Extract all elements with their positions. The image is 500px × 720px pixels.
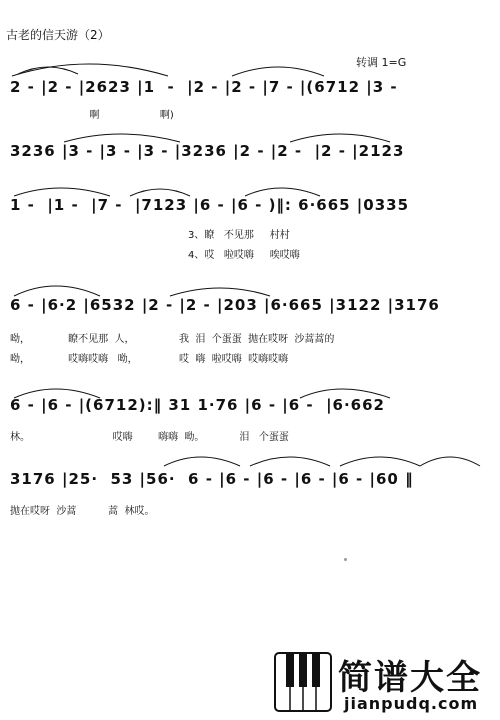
notes-row-1: 2 - |2 - |2623 |1 - |2 - |2 - |7 - |(6712 |3 - [10,78,398,96]
lyrics-row-6-line-1: 抛在哎呀 沙蒿 蒿 林哎。 [10,506,155,517]
site-logo [274,650,498,716]
slur-row6 [160,446,490,470]
stray-mark [344,558,347,561]
lyrics-row-1-line-1: 啊 啊) [10,110,174,121]
lyrics-row-5-line-1: 林。 哎嗨 嗨嗨 呦。 泪 个蛋蛋 [10,432,289,443]
notes-row-4: 6 - |6·2 |6532 |2 - |2 - |203 |6·665 |3122 |3176 [10,296,440,314]
slur-row1b [228,58,328,80]
lyrics-row-3-line-1: 3、瞭 不见那 村村 [10,230,290,241]
lyrics-row-3-line-2: 4、哎 啦哎嗨 唉哎嗨 [10,250,300,261]
notes-row-6: 3176 |25· 53 |56· 6 - |6 - |6 - |6 - |6 - |60 ‖ [10,470,414,488]
notes-row-3: 1 - |1 - |7 - |7123 |6 - |6 - )‖: 6·665 |0335 [10,196,410,214]
score-title: 古老的信天游（2） [6,28,110,42]
piano-keys-icon [274,652,334,714]
brand-name: 简谱大全 [338,658,482,698]
brand-url: jianpudq.com [344,694,479,713]
lyrics-row-4-line-1: 呦， 瞭不见那 人， 我 泪 个蛋蛋 抛在哎呀 沙蒿蒿的 [10,334,335,345]
notes-row-2: 3236 |3 - |3 - |3 - |3236 |2 - |2 - |2 - |2123 [10,142,405,160]
notes-row-5: 6 - |6 - |(6712):‖ 31 1·76 |6 - |6 - |6·662 [10,396,385,414]
key-change-label: 转调 1=G [356,56,407,69]
lyrics-row-4-line-2: 呦， 哎嗨哎嗨 呦， 哎 嗨 啦哎嗨 哎嗨哎嗨 [10,354,289,365]
